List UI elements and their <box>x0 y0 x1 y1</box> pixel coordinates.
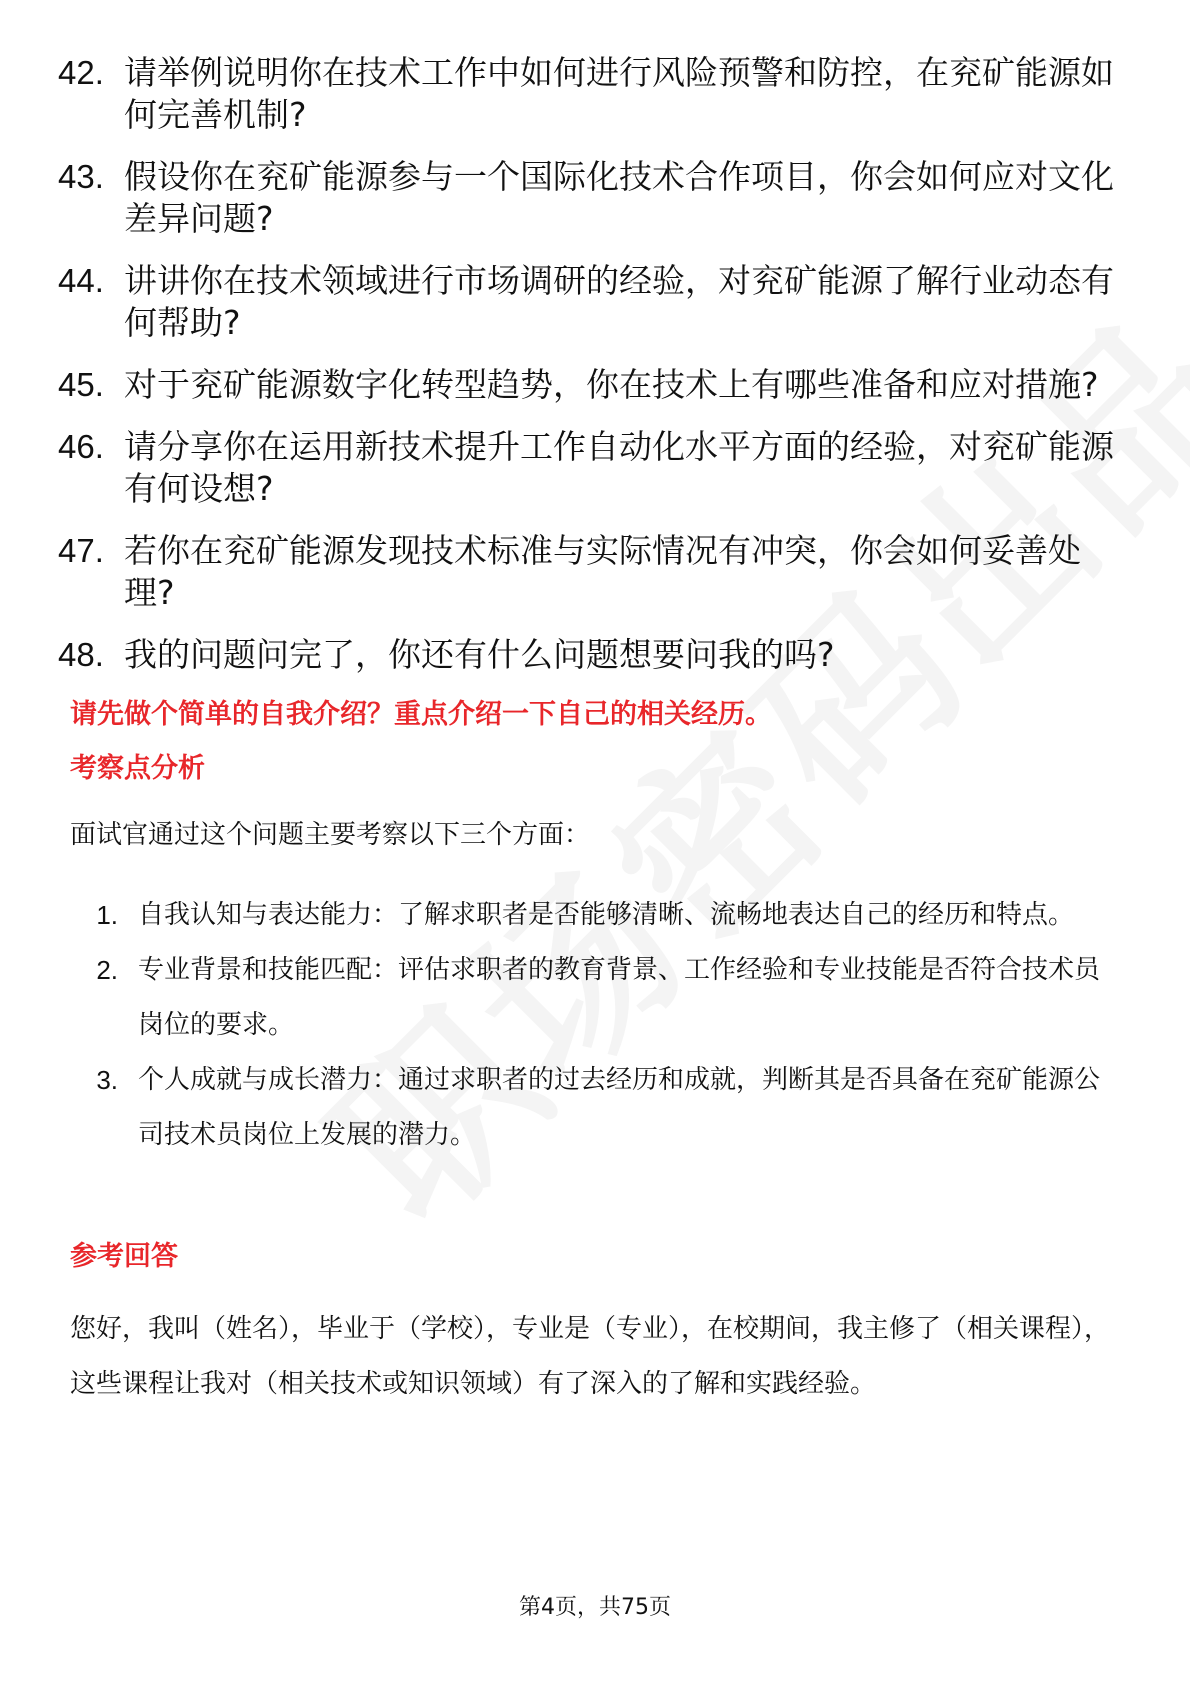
question-text: 我的问题问完了，你还有什么问题想要问我的吗? <box>124 635 835 674</box>
analysis-point-number: 2. <box>96 955 118 985</box>
question-item <box>58 530 1118 614</box>
analysis-points-list <box>70 888 1120 1163</box>
analysis-point-text: 个人成就与成长潜力：通过求职者的过去经历和成就，判断其是否具备在兖矿能源公司技术员岗位上发展的潜力。 <box>138 1065 1101 1150</box>
question-text: 讲讲你在技术领域进行市场调研的经验，对兖矿能源了解行业动态有何帮助? <box>124 261 1114 342</box>
analysis-point <box>70 1053 1120 1163</box>
page-footer: 第4页，共75页 <box>519 1595 671 1620</box>
answer-heading: 参考回答 <box>70 1241 178 1272</box>
analysis-point-number: 1. <box>96 900 118 930</box>
question-item <box>58 426 1118 510</box>
question-text: 请举例说明你在技术工作中如何进行风险预警和防控，在兖矿能源如何完善机制? <box>124 53 1114 134</box>
question-number: 45. <box>58 366 104 403</box>
question-number: 42. <box>58 54 104 91</box>
question-text: 对于兖矿能源数字化转型趋势，你在技术上有哪些准备和应对措施? <box>124 365 1099 404</box>
question-item <box>58 156 1118 240</box>
section-question-heading: 请先做个简单的自我介绍？重点介绍一下自己的相关经历。 <box>70 699 772 730</box>
question-item <box>58 260 1118 344</box>
analysis-point-text: 专业背景和技能匹配：评估求职者的教育背景、工作经验和专业技能是否符合技术员岗位的要求。 <box>138 955 1101 1040</box>
question-item <box>58 364 1118 406</box>
analysis-intro: 面试官通过这个问题主要考察以下三个方面： <box>70 820 591 850</box>
question-text: 请分享你在运用新技术提升工作自动化水平方面的经验，对兖矿能源有何设想? <box>124 427 1114 508</box>
analysis-point <box>70 888 1120 943</box>
question-list <box>58 52 1118 696</box>
question-item <box>58 52 1118 136</box>
question-text: 若你在兖矿能源发现技术标准与实际情况有冲突，你会如何妥善处理? <box>124 531 1081 612</box>
analysis-point-number: 3. <box>96 1065 118 1095</box>
analysis-point-text: 自我认知与表达能力：了解求职者是否能够清晰、流畅地表达自己的经历和特点。 <box>138 900 1075 930</box>
question-text: 假设你在兖矿能源参与一个国际化技术合作项目，你会如何应对文化差异问题? <box>124 157 1114 238</box>
analysis-heading: 考察点分析 <box>70 753 205 784</box>
answer-text: 您好，我叫（姓名），毕业于（学校），专业是（专业），在校期间，我主修了（相关课程），这些课程让我对（相关技术或知识领域）有了深入的了解和实践经验。 <box>70 1314 1111 1399</box>
question-number: 43. <box>58 158 104 195</box>
question-number: 46. <box>58 428 104 465</box>
question-number: 48. <box>58 636 104 673</box>
analysis-point <box>70 943 1120 1053</box>
question-number: 47. <box>58 532 104 569</box>
question-number: 44. <box>58 262 104 299</box>
question-item <box>58 634 1118 676</box>
